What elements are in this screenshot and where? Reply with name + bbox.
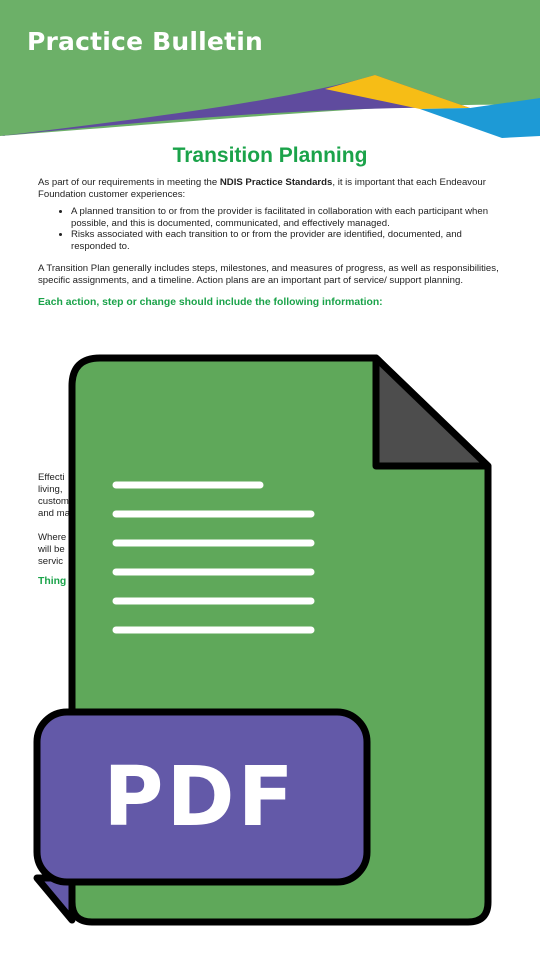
- partial-text-line: Effecti: [38, 472, 65, 483]
- section-heading: Each action, step or change should include the following information:: [38, 297, 383, 308]
- partial-text-line: custom: [38, 496, 69, 507]
- partial-text-line: servic: [38, 556, 64, 567]
- partial-text-line: will be: [38, 544, 65, 555]
- pdf-label: PDF: [103, 750, 297, 845]
- partial-text-line: living,: [38, 484, 63, 495]
- intro-text-start: As part of our requirements in meeting the: [38, 177, 220, 188]
- partial-text-line: Where: [38, 532, 67, 543]
- page-fold-corner: [376, 358, 488, 466]
- list-item: • Risks associated with each transition to or from the provider are identified, documented, and responded to.: [71, 229, 502, 252]
- intro-text-end: , it is important that each Endeavour Foundation customer experiences:: [38, 177, 486, 200]
- bulletin-title: Practice Bulletin: [27, 27, 264, 56]
- transition-plan-paragraph: A Transition Plan generally includes steps, milestones, and measures of progress, as well as responsibilities, specific assignments, and a timeline. Action plans are an important part of service/ support planning.: [38, 263, 499, 286]
- partial-text-line: and ma: [38, 508, 70, 519]
- document-title: Transition Planning: [172, 144, 368, 167]
- intro-bold-text: NDIS Practice Standards: [219, 177, 333, 188]
- partial-heading: Thing: [38, 576, 67, 587]
- list-item: • A planned transition to or from the provider is facilitated in collaboration with each participant when possible, and this is documented, communicated, and effectively managed.: [71, 206, 502, 229]
